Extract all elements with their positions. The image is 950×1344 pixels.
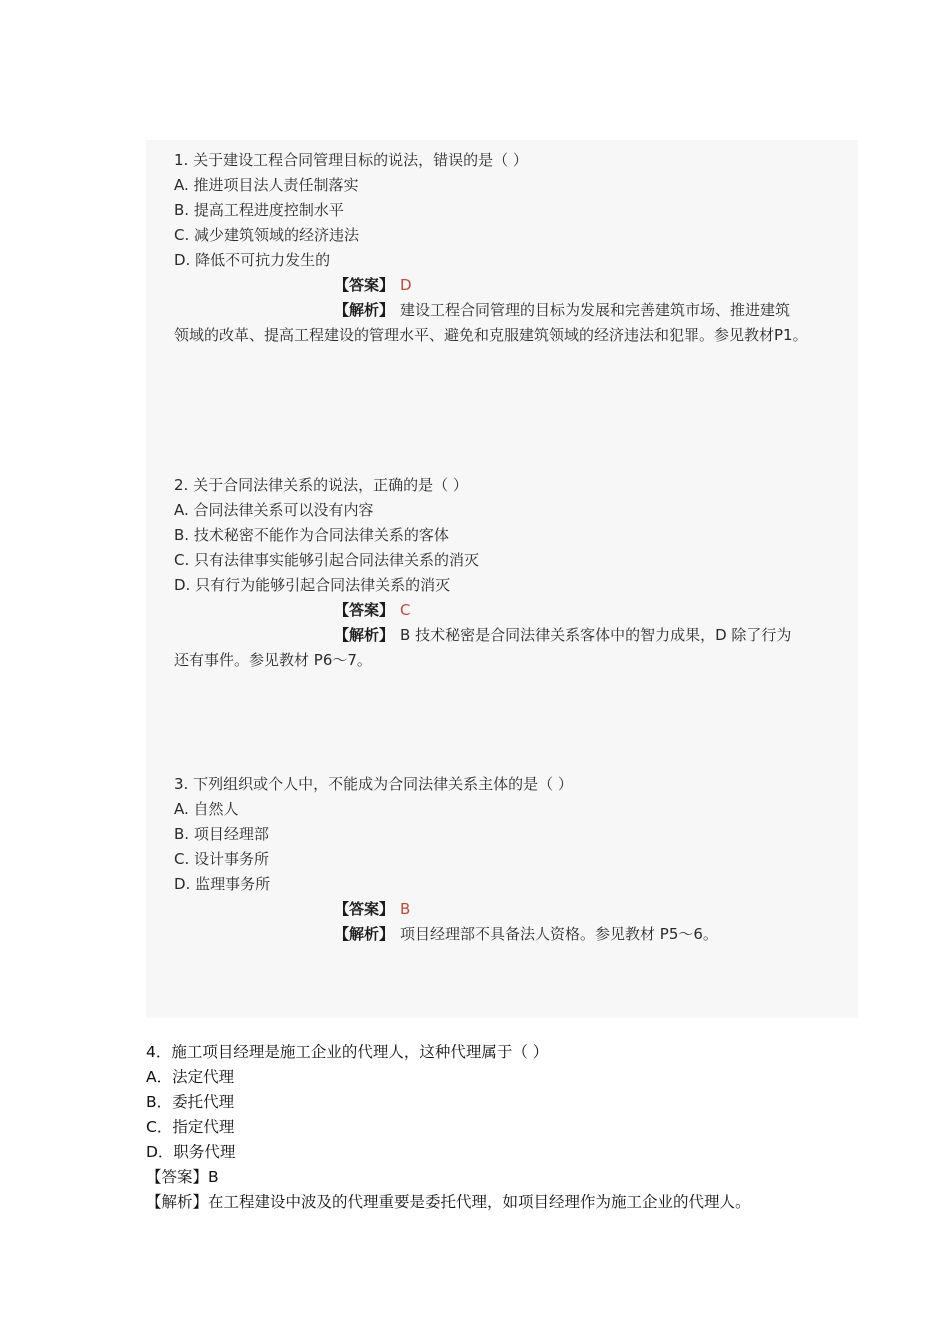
answer-row — [174, 598, 842, 623]
analysis-label: 【解析】 — [334, 925, 395, 943]
analysis-continuation: 领域的改革、提高工程建设的管理水平、避免和克服建筑领域的经济违法和犯罪。参见教材P1。 — [174, 326, 808, 344]
option-d: D. 监理事务所 — [174, 875, 271, 893]
answer-label: 【答案】 — [334, 276, 395, 294]
answer-value: B — [400, 900, 411, 918]
analysis-row — [174, 922, 718, 947]
analysis-row — [174, 623, 842, 648]
option-b: B. 提高工程进度控制水平 — [174, 201, 344, 219]
answer-label: 【答案】 — [334, 601, 395, 619]
question-stem: 2. 关于合同法律关系的说法，正确的是（ ） — [174, 476, 468, 494]
option-d: D．职务代理 — [146, 1143, 236, 1161]
analysis-row: 【解析】在工程建设中波及的代理重要是委托代理，如项目经理作为施工企业的代理人。 — [146, 1193, 751, 1211]
analysis-continuation: 还有事件。参见教材 P6～7。 — [174, 651, 372, 669]
question-stem: 3. 下列组织或个人中，不能成为合同法律关系主体的是（ ） — [174, 775, 573, 793]
question-4 — [146, 1040, 751, 1215]
option-b: B．委托代理 — [146, 1093, 235, 1111]
answer-row — [174, 897, 718, 922]
analysis-text: B 技术秘密是合同法律关系客体中的智力成果，D 除了行为 — [400, 626, 792, 644]
answer-row: 【答案】B — [146, 1168, 219, 1186]
question-stem: 4．施工项目经理是施工企业的代理人，这种代理属于（ ） — [146, 1043, 549, 1061]
option-d: D. 降低不可抗力发生的 — [174, 251, 331, 269]
question-2 — [174, 473, 842, 673]
analysis-label: 【解析】 — [334, 301, 395, 319]
question-1 — [174, 148, 842, 348]
option-a: A．法定代理 — [146, 1068, 235, 1086]
analysis-text: 建设工程合同管理的目标为发展和完善建筑市场、推进建筑 — [400, 301, 791, 319]
option-a: A. 合同法律关系可以没有内容 — [174, 501, 374, 519]
answer-value: C — [400, 601, 411, 619]
option-c: C. 减少建筑领域的经济违法 — [174, 226, 360, 244]
question-3 — [174, 772, 718, 947]
analysis-text: 项目经理部不具备法人资格。参见教材 P5～6。 — [400, 925, 718, 943]
option-c: C．指定代理 — [146, 1118, 235, 1136]
option-b: B. 技术秘密不能作为合同法律关系的客体 — [174, 526, 449, 544]
option-b: B. 项目经理部 — [174, 825, 269, 843]
option-a: A. 推进项目法人责任制落实 — [174, 176, 359, 194]
question-stem: 1. 关于建设工程合同管理目标的说法，错误的是（ ） — [174, 151, 528, 169]
answer-label: 【答案】 — [334, 900, 395, 918]
option-d: D. 只有行为能够引起合同法律关系的消灭 — [174, 576, 451, 594]
option-c: C. 设计事务所 — [174, 850, 270, 868]
option-c: C. 只有法律事实能够引起合同法律关系的消灭 — [174, 551, 480, 569]
option-a: A. 自然人 — [174, 800, 239, 818]
analysis-label: 【解析】 — [334, 626, 395, 644]
answer-value: D — [400, 276, 412, 294]
answer-row — [174, 273, 842, 298]
analysis-row — [174, 298, 842, 323]
